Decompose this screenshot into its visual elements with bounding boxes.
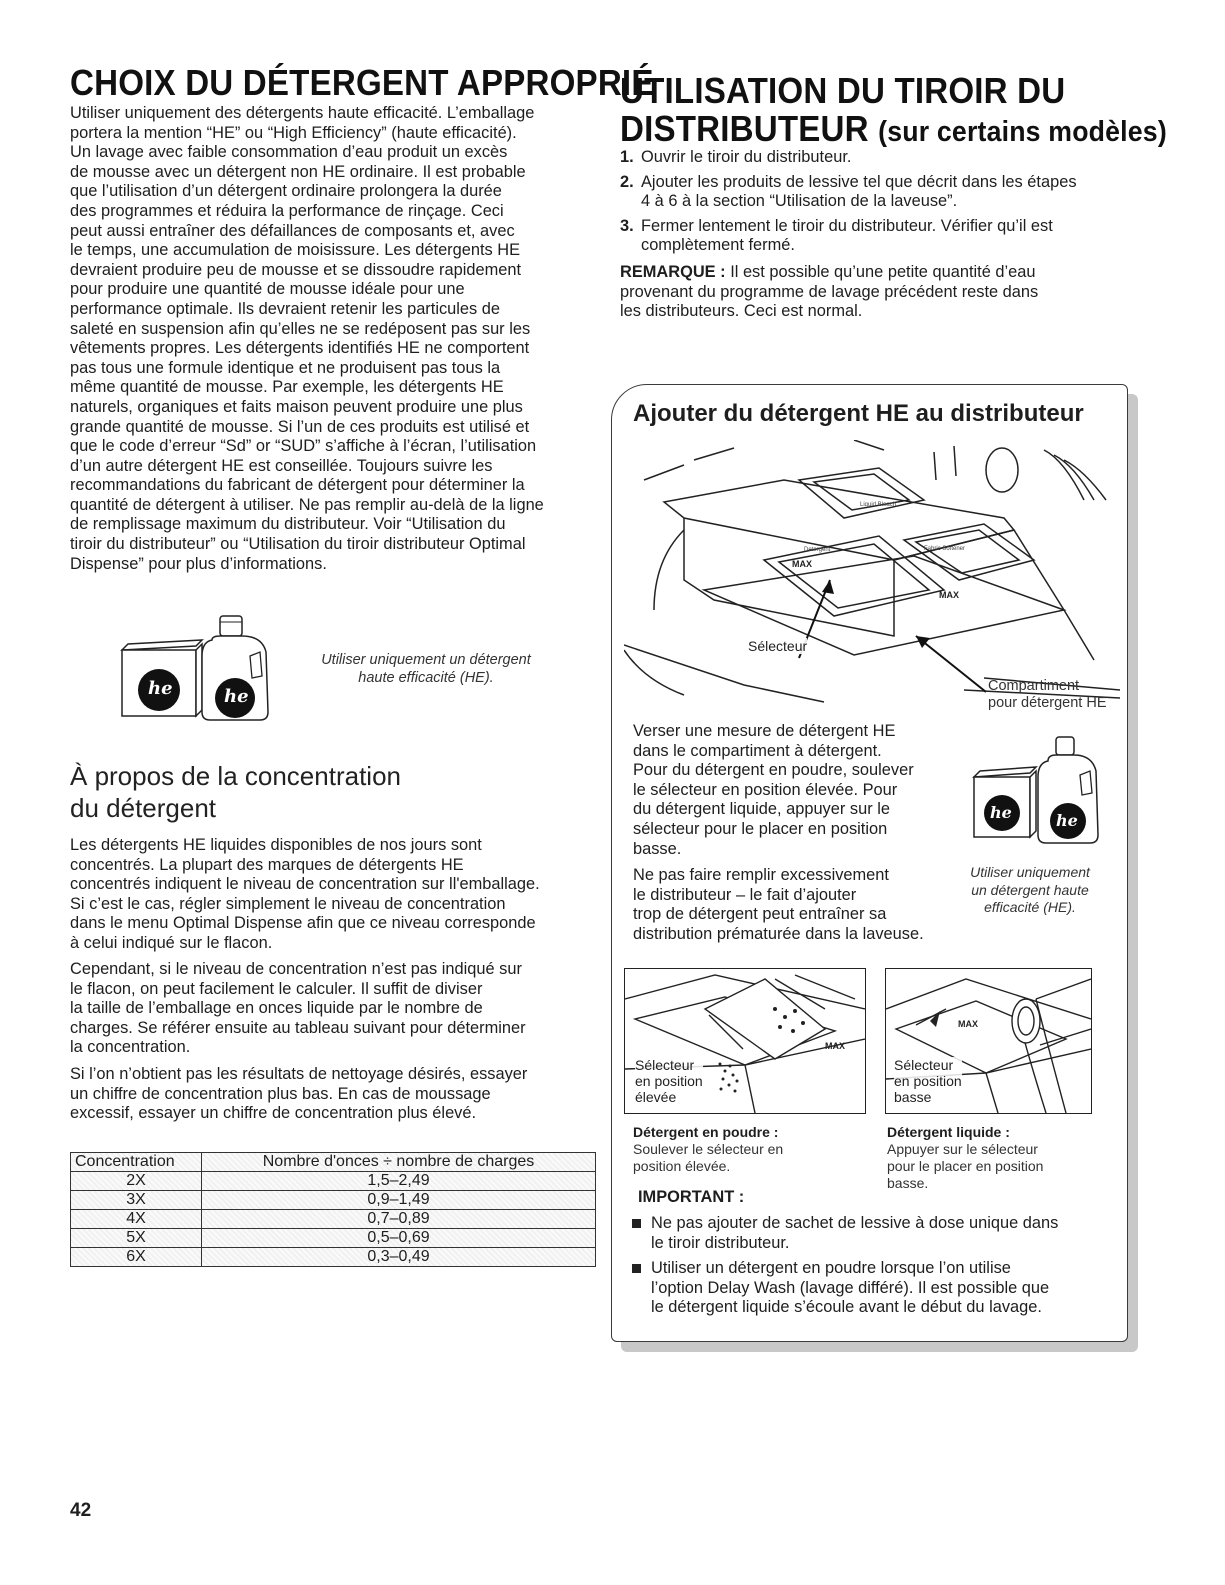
text-line: sélecteur pour le placer en position bbox=[633, 819, 888, 838]
text-line: naturels, organiques et faits maison peuvent produire une plus bbox=[70, 397, 523, 416]
bullet-square-icon bbox=[632, 1219, 641, 1228]
text-line: que le code d’erreur “Sd” or “SUD” s’affiche à l’écran, l’utilisation bbox=[70, 437, 537, 456]
text-line: tiroir du distributeur” ou “Utilisation du tiroir distributeur Optimal bbox=[70, 535, 526, 554]
concentration-subheading: À propos de la concentration du détergent bbox=[70, 761, 401, 823]
text-line: Utiliser uniquement des détergents haute efficacité. L’emballage bbox=[70, 104, 535, 122]
panel-title: Ajouter du détergent HE au distributeur bbox=[633, 400, 1084, 427]
ounces-ratio-cell: 0,7–0,89 bbox=[202, 1210, 596, 1229]
liquid-selector-label bbox=[894, 1057, 962, 1105]
text-line: Si l’on n’obtient pas les résultats de nettoyage désirés, essayer bbox=[70, 1065, 528, 1083]
text-line: Un lavage avec faible consommation d’eau produit un excès bbox=[70, 143, 508, 162]
text-line: Les détergents HE liquides disponibles de nos jours sont bbox=[70, 836, 482, 854]
text-line: Verser une mesure de détergent HE bbox=[633, 722, 896, 740]
text-line: quantité de détergent à utiliser. Ne pas remplir au-delà de la ligne bbox=[70, 495, 544, 514]
table-header-row bbox=[71, 1153, 596, 1172]
text-line: Sélecteur bbox=[894, 1057, 954, 1073]
text-line: la taille de l’emballage en onces liquide par le nombre de bbox=[70, 999, 483, 1018]
step-number: 1. bbox=[620, 148, 634, 166]
text-line: le distributeur – le fait d’ajouter bbox=[633, 885, 857, 904]
text-line: basse. bbox=[633, 839, 682, 858]
liquid-illustration bbox=[885, 968, 1092, 1114]
text-line: peut aussi entraîner des défaillances de composants et, avec bbox=[70, 221, 515, 240]
text-line: des programmes et réduira la performance de rinçage. Ceci bbox=[70, 201, 504, 220]
he-logo-icon: he bbox=[1056, 811, 1078, 830]
he-logo-icon: he bbox=[990, 803, 1012, 822]
pour-instructions bbox=[633, 722, 914, 859]
text-line: distribution prématurée dans la laveuse. bbox=[633, 924, 924, 943]
concentration-cell: 2X bbox=[71, 1172, 202, 1191]
steps-list bbox=[620, 148, 1077, 261]
important-list bbox=[631, 1214, 1058, 1324]
step-text: Ajouter les produits de lessive tel que décrit dans les étapes bbox=[641, 172, 1077, 191]
note-paragraph: REMARQUE : Il est possible qu’une petite quantité d’eau provenant du programme de lavage précédent reste dans les distributeurs. Ceci est normal. bbox=[620, 263, 1039, 321]
text-line: de mousse avec un détergent non HE ordinaire. Il est probable bbox=[70, 162, 526, 181]
text-line: saleté en suspension afin qu’elles ne se redéposent pas sur les bbox=[70, 319, 531, 338]
table-row bbox=[71, 1172, 596, 1191]
note-label: REMARQUE : bbox=[620, 263, 726, 281]
right-heading: UTILISATION DU TIROIR DU DISTRIBUTEUR (sur certains modèles) bbox=[620, 70, 1167, 149]
table-header: Concentration bbox=[71, 1153, 202, 1172]
text-line: de remplissage maximum du distributeur. Voir “Utilisation du bbox=[70, 515, 506, 534]
bleach-mark: Liquid Bleach bbox=[860, 502, 897, 508]
he-caption-right bbox=[960, 864, 1100, 917]
important-label: IMPORTANT : bbox=[638, 1188, 745, 1206]
text-line: charges. Se référer ensuite au tableau suivant pour déterminer bbox=[70, 1018, 526, 1037]
he-caption: Utiliser uniquement un détergent haute efficacité (HE). bbox=[321, 652, 531, 686]
heading-suffix: (sur certains modèles) bbox=[878, 116, 1167, 148]
bullet-text: le tiroir distributeur. bbox=[651, 1233, 790, 1252]
max-mark: MAX bbox=[939, 590, 959, 600]
text-line: Ne pas faire remplir excessivement bbox=[633, 866, 889, 884]
concentration-cell: 6X bbox=[71, 1248, 202, 1267]
text-line: concentrés indiquent le niveau de concentration sur ll'emballage. bbox=[70, 875, 540, 894]
text-line: Dispense” pour plus d’informations. bbox=[70, 554, 327, 573]
he-logo-icon: he bbox=[148, 678, 173, 699]
left-heading: CHOIX DU DÉTERGENT APPROPRIÉ bbox=[70, 62, 654, 103]
he-logo-icon: he bbox=[224, 686, 249, 707]
ounces-ratio-cell: 0,3–0,49 bbox=[202, 1248, 596, 1267]
step-number: 2. bbox=[620, 172, 634, 191]
selector-label: Sélecteur bbox=[748, 638, 808, 654]
powder-selector-label bbox=[635, 1057, 703, 1105]
concentration-cell: 5X bbox=[71, 1229, 202, 1248]
bullet-text: Utiliser un détergent en poudre lorsque l’on utilise bbox=[651, 1259, 1011, 1278]
softener-mark: Fabric Softener bbox=[924, 546, 966, 552]
text-line: recommandations du fabricant de détergent pour déterminer la bbox=[70, 476, 525, 495]
bullet-text: le détergent liquide s’écoule avant le début du lavage. bbox=[651, 1298, 1042, 1317]
compartment-label: Compartiment pour détergent HE bbox=[988, 678, 1107, 711]
text-line: la concentration. bbox=[70, 1038, 191, 1057]
page-number: 42 bbox=[70, 1500, 92, 1521]
text-line: Sélecteur bbox=[635, 1057, 695, 1073]
ounces-ratio-cell: 0,5–0,69 bbox=[202, 1229, 596, 1248]
text-line: le sélecteur en position élevée. Pour bbox=[633, 780, 898, 799]
bullet-square-icon bbox=[632, 1264, 641, 1273]
text-line: grande quantité de mousse. Si l’un de ces produits est utilisé et bbox=[70, 417, 530, 436]
max-mark: MAX bbox=[792, 559, 812, 569]
powder-caption: Détergent en poudre : Soulever le sélecteur en position élevée. bbox=[633, 1124, 784, 1174]
concentration-cell: 3X bbox=[71, 1191, 202, 1210]
max-mark: MAX bbox=[958, 1019, 978, 1029]
ounces-ratio-cell: 1,5–2,49 bbox=[202, 1172, 596, 1191]
text-line: efficacité (HE). bbox=[984, 899, 1076, 915]
text-line: concentrés. La plupart des marques de détergents HE bbox=[70, 855, 464, 874]
text-line: vêtements propres. Les détergents identifiés HE ne comportent bbox=[70, 339, 530, 358]
text-line: dans le compartiment à détergent. bbox=[633, 741, 882, 760]
step-text: 4 à 6 à la section “Utilisation de la laveuse”. bbox=[641, 192, 958, 211]
concentration-table bbox=[70, 1152, 596, 1267]
text-line: devraient produire peu de mousse et se dissoudre rapidement bbox=[70, 260, 522, 279]
step-text: Fermer lentement le tiroir du distributeur. Vérifier qu’il est bbox=[641, 216, 1053, 235]
table-row bbox=[71, 1191, 596, 1210]
intro-paragraph bbox=[70, 104, 544, 574]
text-line: même quantité de mousse. Par exemple, les détergents HE bbox=[70, 378, 504, 397]
step-item bbox=[620, 217, 1077, 256]
liquid-title: Détergent liquide : bbox=[887, 1124, 1010, 1140]
important-bullet bbox=[631, 1214, 1058, 1253]
text-line: d’un autre détergent HE est conseillée. Toujours suivre les bbox=[70, 456, 493, 475]
text-line: portera la mention “HE” ou “High Efficiency” (haute efficacité). bbox=[70, 123, 517, 142]
text-line: en position bbox=[635, 1073, 703, 1089]
text-line: pas tous une formule identique et ne produisent pas tous la bbox=[70, 358, 501, 377]
ounces-ratio-cell: 0,9–1,49 bbox=[202, 1191, 596, 1210]
liquid-caption: Détergent liquide : Appuyer sur le sélecteur pour le placer en position basse. bbox=[887, 1124, 1044, 1191]
text-line: élevée bbox=[635, 1089, 677, 1105]
table-row bbox=[71, 1229, 596, 1248]
text-line: basse bbox=[894, 1089, 932, 1105]
step-text: complètement fermé. bbox=[641, 236, 795, 255]
step-number: 3. bbox=[620, 216, 634, 235]
step-item bbox=[620, 173, 1077, 212]
text-line: Utiliser uniquement bbox=[970, 864, 1090, 880]
step-item bbox=[620, 148, 1077, 168]
powder-title: Détergent en poudre : bbox=[633, 1124, 779, 1140]
text-line: à celui indiqué sur le flacon. bbox=[70, 933, 273, 952]
text-line: pour produire une quantité de mousse idéale pour une bbox=[70, 280, 465, 299]
text-line: dans le menu Optimal Dispense afin que ce niveau corresponde bbox=[70, 914, 536, 933]
table-row bbox=[71, 1248, 596, 1267]
bullet-text: Ne pas ajouter de sachet de lessive à dose unique dans bbox=[651, 1214, 1059, 1232]
important-bullet bbox=[631, 1259, 1058, 1318]
text-line: que l’utilisation d’un détergent ordinaire prolongera la durée bbox=[70, 182, 502, 201]
he-detergent-illustration bbox=[116, 612, 286, 722]
bullet-text: l’option Delay Wash (lavage différé). Il est possible que bbox=[651, 1278, 1050, 1297]
text-line: en position bbox=[894, 1073, 962, 1089]
dispenser-drawer-illustration bbox=[624, 440, 1120, 715]
text-line: excessif, essayer un chiffre de concentration plus élevé. bbox=[70, 1104, 477, 1123]
calc-paragraph bbox=[70, 960, 526, 1058]
he-detergent-illustration bbox=[968, 735, 1103, 847]
text-line: Si c’est le cas, régler simplement le niveau de concentration bbox=[70, 894, 506, 913]
text-line: Pour du détergent en poudre, soulever bbox=[633, 761, 914, 780]
table-header: Nombre d'onces ÷ nombre de charges bbox=[202, 1153, 596, 1172]
overfill-warning bbox=[633, 866, 924, 944]
detergent-mark: Detergent bbox=[804, 547, 831, 553]
text-line: performance optimale. Ils devraient retenir les particules de bbox=[70, 299, 501, 318]
text-line: un détergent haute bbox=[971, 881, 1089, 898]
text-line: un chiffre de concentration plus bas. En cas de moussage bbox=[70, 1084, 491, 1103]
text-line: Cependant, si le niveau de concentration n’est pas indiqué sur bbox=[70, 960, 522, 978]
text-line: trop de détergent peut entraîner sa bbox=[633, 905, 887, 924]
concentration-paragraph bbox=[70, 836, 540, 954]
text-line: le flacon, on peut facilement le calculer. Il suffit de diviser bbox=[70, 979, 483, 998]
table-row bbox=[71, 1210, 596, 1229]
text-line: le temps, une accumulation de moisissure. Les détergents HE bbox=[70, 241, 521, 260]
step-text: Ouvrir le tiroir du distributeur. bbox=[641, 148, 852, 166]
powder-illustration bbox=[624, 968, 866, 1114]
text-line: du détergent liquide, appuyer sur le bbox=[633, 800, 890, 819]
max-mark: MAX bbox=[825, 1041, 845, 1051]
concentration-cell: 4X bbox=[71, 1210, 202, 1229]
results-paragraph bbox=[70, 1065, 527, 1124]
